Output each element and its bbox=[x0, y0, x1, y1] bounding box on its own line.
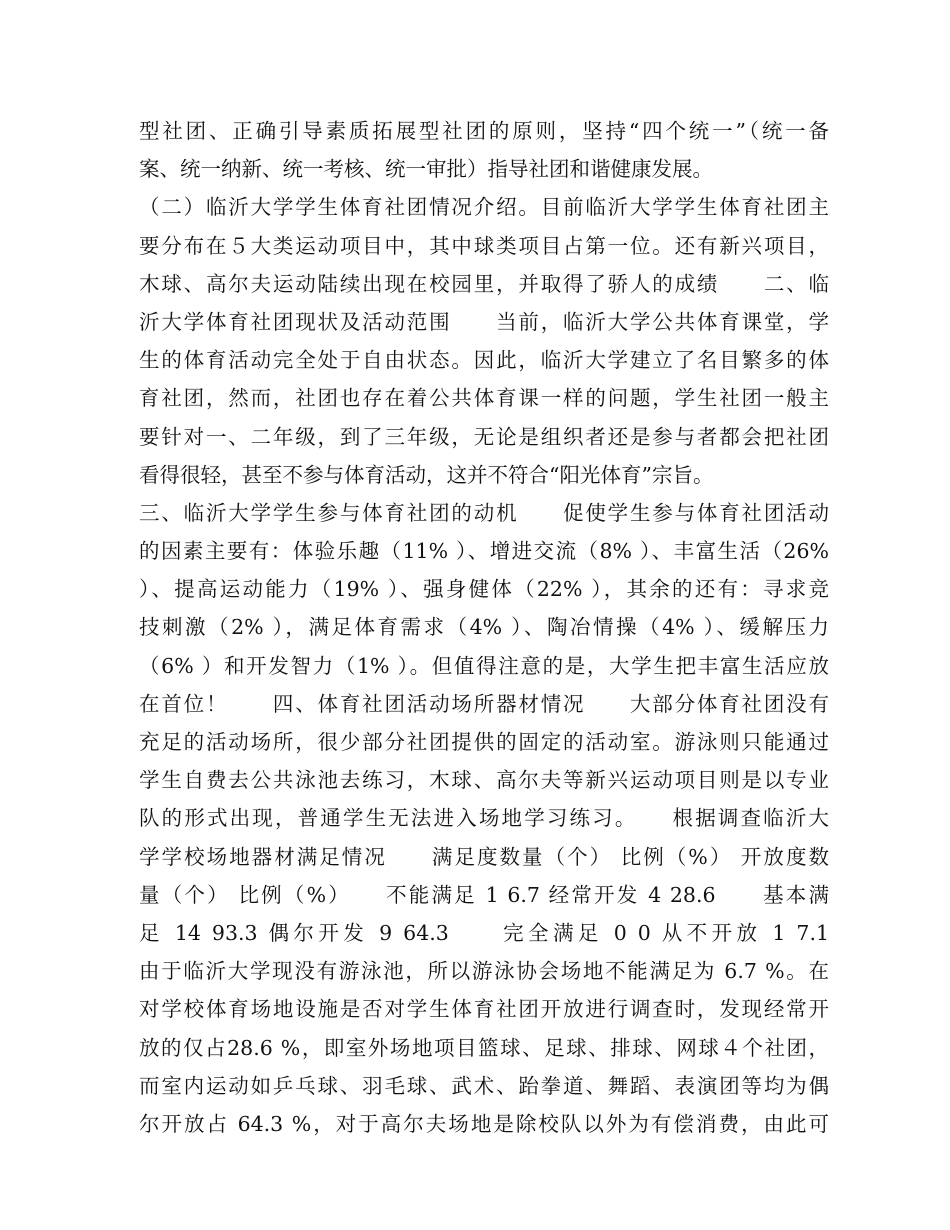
text-line: 充足的活动场所，很少部分社团提供的固定的活动室。游泳则只能通过 bbox=[139, 730, 829, 754]
text-line: 对学校体育场地设施是否对学生体育社团开放进行调查时，发现经常开 bbox=[139, 997, 829, 1022]
text-line: 在首位！ 四、体育社团活动场所器材情况 大部分体育社团没有 bbox=[139, 691, 829, 716]
text-line: 生的体育活动完全处于自由状态。因此，临沂大学建立了名目繁多的体 bbox=[139, 348, 829, 373]
text-line: 看得很轻，甚至不参与体育活动，这并不符合“阳光体育”宗旨。 bbox=[139, 462, 714, 487]
text-line: 由于临沂大学现没有游泳池，所以游泳协会场地不能满足为 6.7 %。在 bbox=[139, 959, 829, 984]
text-line: 队的形式出现，普通学生无法进入场地学习练习。 根据调查临沂大 bbox=[139, 806, 829, 831]
text-line: （二）临沂大学学生体育社团情况介绍。目前临沂大学学生体育社团主 bbox=[139, 195, 829, 220]
text-line: 木球、高尔夫运动陆续出现在校园里，并取得了骄人的成绩 二、临 bbox=[139, 271, 829, 296]
text-line: 三、临沂大学学生参与体育社团的动机 促使学生参与体育社团活动 bbox=[139, 500, 829, 525]
text-line: 技刺激（2% ），满足体育需求（4% ）、陶冶情操（4% ）、缓解压力 bbox=[139, 615, 829, 640]
body-text bbox=[139, 112, 829, 1143]
text-line: 学生自费去公共泳池去练习，木球、高尔夫等新兴运动项目则是以专业 bbox=[139, 768, 829, 793]
text-line: 学学校场地器材满足情况 满足度数量（个） 比例（%） 开放度数 bbox=[139, 844, 829, 869]
text-line: ）、提高运动能力（19% ）、强身健体（22% ），其余的还有：寻求竞 bbox=[139, 577, 829, 602]
text-line: 而室内运动如乒乓球、羽毛球、武术、跆拳道、舞蹈、表演团等均为偶 bbox=[139, 1073, 829, 1098]
text-line: 育社团，然而，社团也存在着公共体育课一样的问题，学生社团一般主 bbox=[139, 386, 829, 411]
text-line: 要分布在５大类运动项目中，其中球类项目占第一位。还有新兴项目， bbox=[139, 233, 829, 258]
text-line: 放的仅占28.6 %，即室外场地项目篮球、足球、排球、网球４个社团， bbox=[139, 1035, 829, 1060]
text-line: 型社团、正确引导素质拓展型社团的原则，坚持“四个统一”（统一备 bbox=[139, 119, 829, 143]
text-line: 案、统一纳新、统一考核、统一审批）指导社团和谐健康发展。 bbox=[139, 157, 713, 182]
text-line: 尔开放占 64.3 %，对于高尔夫场地是除校队以外为有偿消费，由此可 bbox=[139, 1111, 829, 1136]
text-line: 的因素主要有：体验乐趣（11% ）、增进交流（8% ）、丰富生活（26% bbox=[139, 539, 829, 564]
text-line: 要针对一、二年级，到了三年级，无论是组织者还是参与者都会把社团 bbox=[139, 424, 829, 449]
text-line: 足 14 93.3 偶尔开发 9 64.3 完全满足 0 0 从不开放 1 7.1 bbox=[139, 920, 829, 945]
text-line: （6% ）和开发智力（1% ）。但值得注意的是，大学生把丰富生活应放 bbox=[139, 653, 829, 678]
text-line: 量（个） 比例（%） 不能满足 1 6.7 经常开发 4 28.6 基本满 bbox=[139, 882, 829, 907]
text-line: 沂大学体育社团现状及活动范围 当前，临沂大学公共体育课堂，学 bbox=[139, 309, 829, 334]
